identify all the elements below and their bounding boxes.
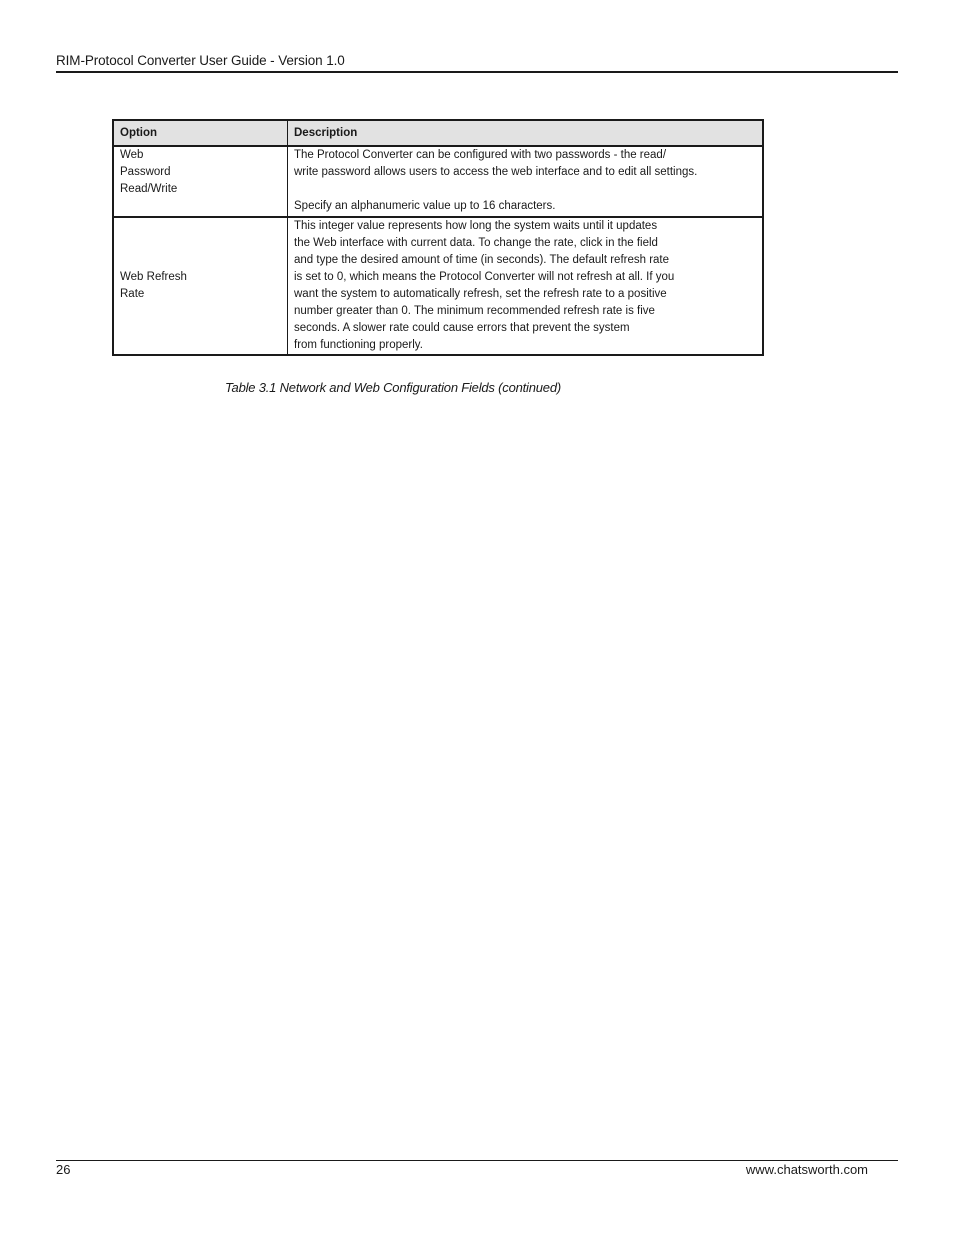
description-text: is set to 0, which means the Protocol Converter will not refresh at all. If you: [294, 271, 675, 283]
description-text: seconds. A slower rate could cause errors that prevent the system: [294, 322, 630, 334]
option-text: Password: [120, 166, 171, 178]
description-text: and type the desired amount of time (in seconds). The default refresh rate: [294, 254, 670, 266]
description-text: want the system to automatically refresh, set the refresh rate to a positive: [294, 288, 667, 300]
column-header-option: Option: [113, 120, 288, 146]
description-text: This integer value represents how long the system waits until it updates: [294, 220, 658, 232]
description-cell: [288, 146, 764, 217]
page-number: 26: [56, 1162, 71, 1177]
description-text: from functioning properly.: [294, 339, 423, 351]
description-text: number greater than 0. The minimum recommended refresh rate is five: [294, 305, 655, 317]
option-text: Read/Write: [120, 183, 178, 195]
footer-divider: [56, 1160, 898, 1161]
description-text: The Protocol Converter can be configured with two passwords - the read/: [294, 149, 667, 161]
paragraph-gap: [294, 181, 756, 198]
option-text: Web Refresh: [120, 271, 187, 283]
description-text: the Web interface with current data. To change the rate, click in the field: [294, 237, 658, 249]
table-row: [113, 146, 763, 217]
table-header-row: [113, 120, 763, 146]
description-text: Specify an alphanumeric value up to 16 characters.: [294, 200, 556, 212]
document-header-title: RIM-Protocol Converter User Guide - Version 1.0: [56, 53, 345, 68]
description-cell: [288, 217, 764, 355]
option-cell: [113, 217, 288, 355]
table-row: [113, 217, 763, 355]
table-caption: Table 3.1 Network and Web Configuration Fields (continued): [225, 380, 561, 395]
option-cell: [113, 146, 288, 217]
configuration-fields-table: [112, 119, 764, 356]
option-text: Rate: [120, 288, 145, 300]
header-divider: [56, 71, 898, 73]
column-header-description: Description: [288, 120, 764, 146]
footer-website-link[interactable]: www.chatsworth.com: [745, 1162, 868, 1177]
option-text: Web: [120, 149, 144, 161]
description-text: write password allows users to access the web interface and to edit all settings.: [294, 166, 698, 178]
